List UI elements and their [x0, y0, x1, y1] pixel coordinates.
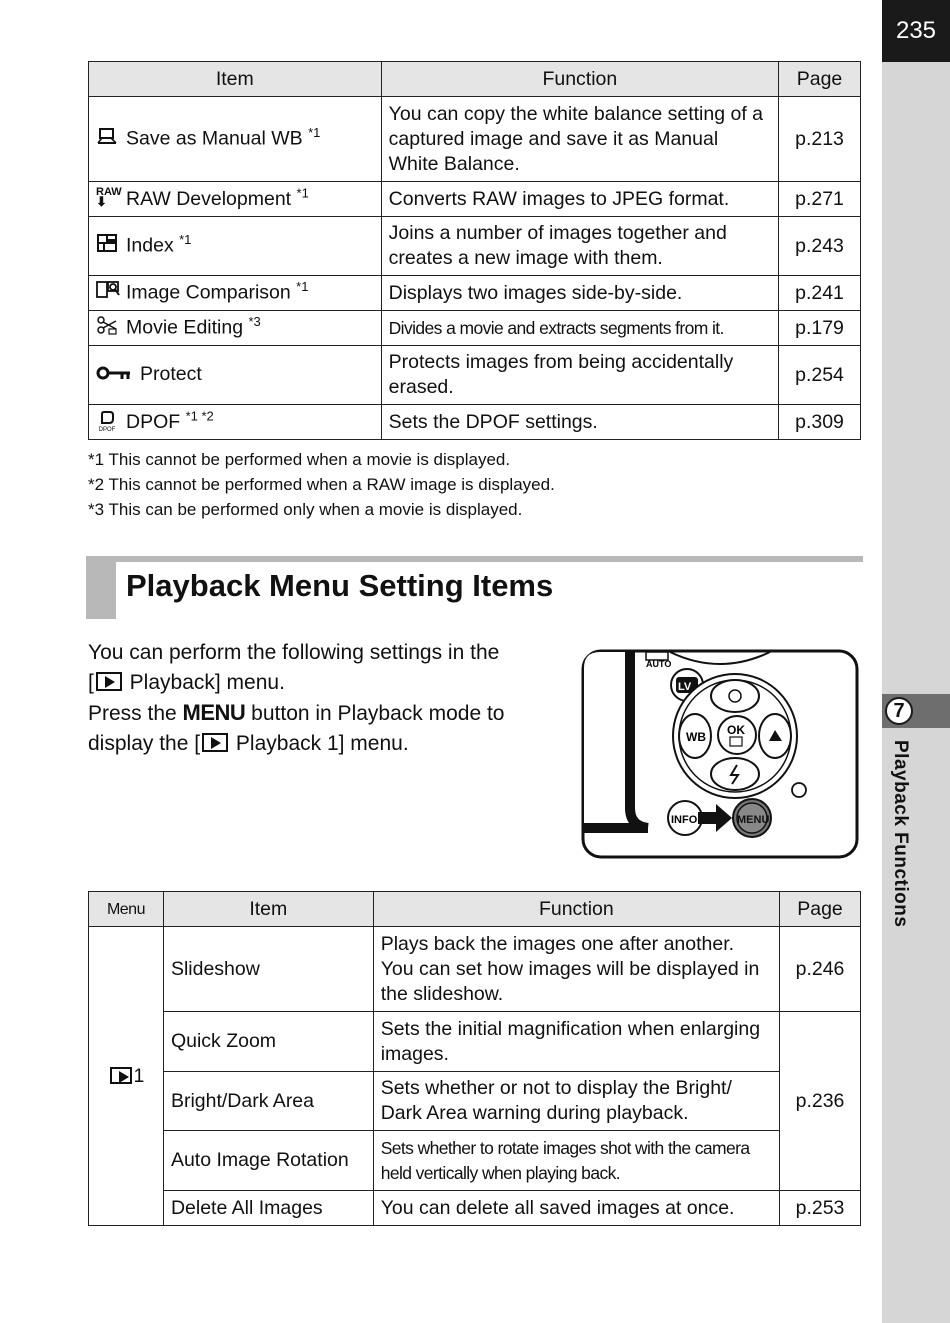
manual-wb-icon	[96, 126, 126, 153]
item-label: Image Comparison	[126, 281, 291, 304]
function-cell: Plays back the images one after another. You can set how images will be displayed in the slideshow.	[373, 927, 779, 1012]
footnote: *3 This can be performed only when a movie is displayed.	[88, 500, 523, 519]
raw-development-icon: RAW ⬇	[96, 185, 122, 209]
intro-line: display the [ Playback 1] menu.	[88, 732, 409, 755]
item-cell: Bright/Dark Area	[163, 1072, 373, 1131]
menu-cell	[89, 927, 164, 1226]
function-cell: Sets whether to rotate images shot with the camera held vertically when playing back.	[373, 1131, 779, 1191]
item-cell	[89, 346, 382, 405]
table-row	[89, 1012, 861, 1072]
page-cell: p.253	[780, 1191, 861, 1226]
item-note: *3	[248, 313, 261, 329]
header-item: Item	[163, 892, 373, 927]
header-item: Item	[89, 62, 382, 97]
function-cell: Converts RAW images to JPEG format.	[381, 182, 778, 217]
function-cell: Displays two images side-by-side.	[381, 276, 778, 311]
table-row	[89, 346, 861, 405]
item-note: *1	[296, 278, 309, 294]
page-cell: p.254	[779, 346, 861, 405]
item-note: *1 *2	[185, 408, 214, 423]
heading-block	[86, 556, 116, 619]
footnotes	[88, 447, 555, 522]
page-cell: p.309	[779, 405, 861, 440]
item-cell: Slideshow	[163, 927, 373, 1012]
table-row	[89, 276, 861, 311]
item-cell	[89, 311, 382, 346]
footnote: *1 This cannot be performed when a movie is displayed.	[88, 450, 511, 469]
playback-menu-table	[88, 891, 861, 1226]
page-cell: p.236	[780, 1012, 861, 1191]
table-row	[89, 1191, 861, 1226]
function-cell: Sets the DPOF settings.	[381, 405, 778, 440]
page-cell: p.179	[779, 311, 861, 346]
index-icon	[96, 233, 126, 260]
function-cell: Joins a number of images together and creates a new image with them.	[381, 217, 778, 276]
playback-functions-table	[88, 61, 861, 440]
playback-icon	[202, 733, 228, 752]
chapter-number: 7	[885, 697, 913, 725]
function-cell: Sets the initial magnification when enlarging images.	[373, 1012, 779, 1072]
info-button-label: INFO	[671, 814, 698, 826]
function-cell: You can copy the white balance setting of a captured image and save it as Manual White Balance.	[381, 97, 778, 182]
page-cell: p.243	[779, 217, 861, 276]
item-label: Movie Editing	[126, 316, 244, 339]
lv-button-label: LV	[678, 681, 692, 693]
table-row	[89, 311, 861, 346]
function-cell: Divides a movie and extracts segments from it.	[381, 311, 778, 346]
item-cell	[89, 182, 382, 217]
camera-back-illustration	[580, 648, 860, 860]
table-row	[89, 1072, 861, 1131]
header-function: Function	[381, 62, 778, 97]
table-row	[89, 405, 861, 440]
item-cell: Delete All Images	[163, 1191, 373, 1226]
wb-button-label: WB	[686, 730, 706, 744]
table-row	[89, 182, 861, 217]
header-function: Function	[373, 892, 779, 927]
function-cell: Sets whether or not to display the Bright/ Dark Area warning during playback.	[373, 1072, 779, 1131]
footnote: *2 This cannot be performed when a RAW image is displayed.	[88, 475, 555, 494]
ok-button-label: OK	[727, 723, 745, 737]
section-title: Playback Menu Setting Items	[126, 568, 554, 603]
item-cell: Quick Zoom	[163, 1012, 373, 1072]
item-note: *1	[179, 231, 192, 247]
item-cell	[89, 97, 382, 182]
item-label: Protect	[140, 363, 202, 386]
dpof-icon: DPOF	[96, 411, 118, 434]
page-cell: p.241	[779, 276, 861, 311]
playback-icon	[96, 672, 122, 691]
intro-line: You can perform the following settings in the	[88, 641, 500, 664]
page-number: 235	[882, 0, 950, 62]
function-cell: You can delete all saved images at once.	[373, 1191, 779, 1226]
item-cell: Auto Image Rotation	[163, 1131, 373, 1191]
intro-line: [ Playback] menu.	[88, 671, 285, 694]
header-page: Page	[780, 892, 861, 927]
table-row	[89, 97, 861, 182]
item-label: DPOF	[126, 410, 181, 433]
heading-rule	[86, 556, 863, 562]
item-note: *1	[308, 124, 321, 140]
item-cell	[89, 217, 382, 276]
table-row	[89, 1131, 861, 1191]
chapter-title: Playback Functions	[890, 740, 911, 928]
intro-text	[88, 638, 568, 759]
function-cell: Protects images from being accidentally erased.	[381, 346, 778, 405]
menu-tab-number: 1	[133, 1064, 145, 1087]
page-cell: p.271	[779, 182, 861, 217]
item-cell	[89, 405, 382, 440]
item-note: *1	[296, 185, 309, 200]
menu-button-label: MENU	[737, 814, 770, 826]
header-page: Page	[779, 62, 861, 97]
table-row	[89, 927, 861, 1012]
playback-icon	[110, 1067, 132, 1084]
intro-line: Press the MENU button in Playback mode to	[88, 700, 505, 725]
chapter-sidebar	[882, 0, 950, 1323]
header-menu: Menu	[89, 892, 164, 927]
item-label: Index	[126, 234, 174, 257]
auto-label: AUTO	[646, 659, 672, 669]
page-cell: p.213	[779, 97, 861, 182]
image-comparison-icon	[96, 280, 126, 307]
item-label: RAW Development	[126, 187, 292, 210]
movie-editing-icon	[96, 315, 126, 342]
protect-key-icon	[96, 363, 140, 388]
table-row	[89, 217, 861, 276]
item-label: Save as Manual WB	[126, 127, 303, 150]
item-cell	[89, 276, 382, 311]
menu-button-label: MENU	[182, 700, 246, 725]
page-cell: p.246	[780, 927, 861, 1012]
